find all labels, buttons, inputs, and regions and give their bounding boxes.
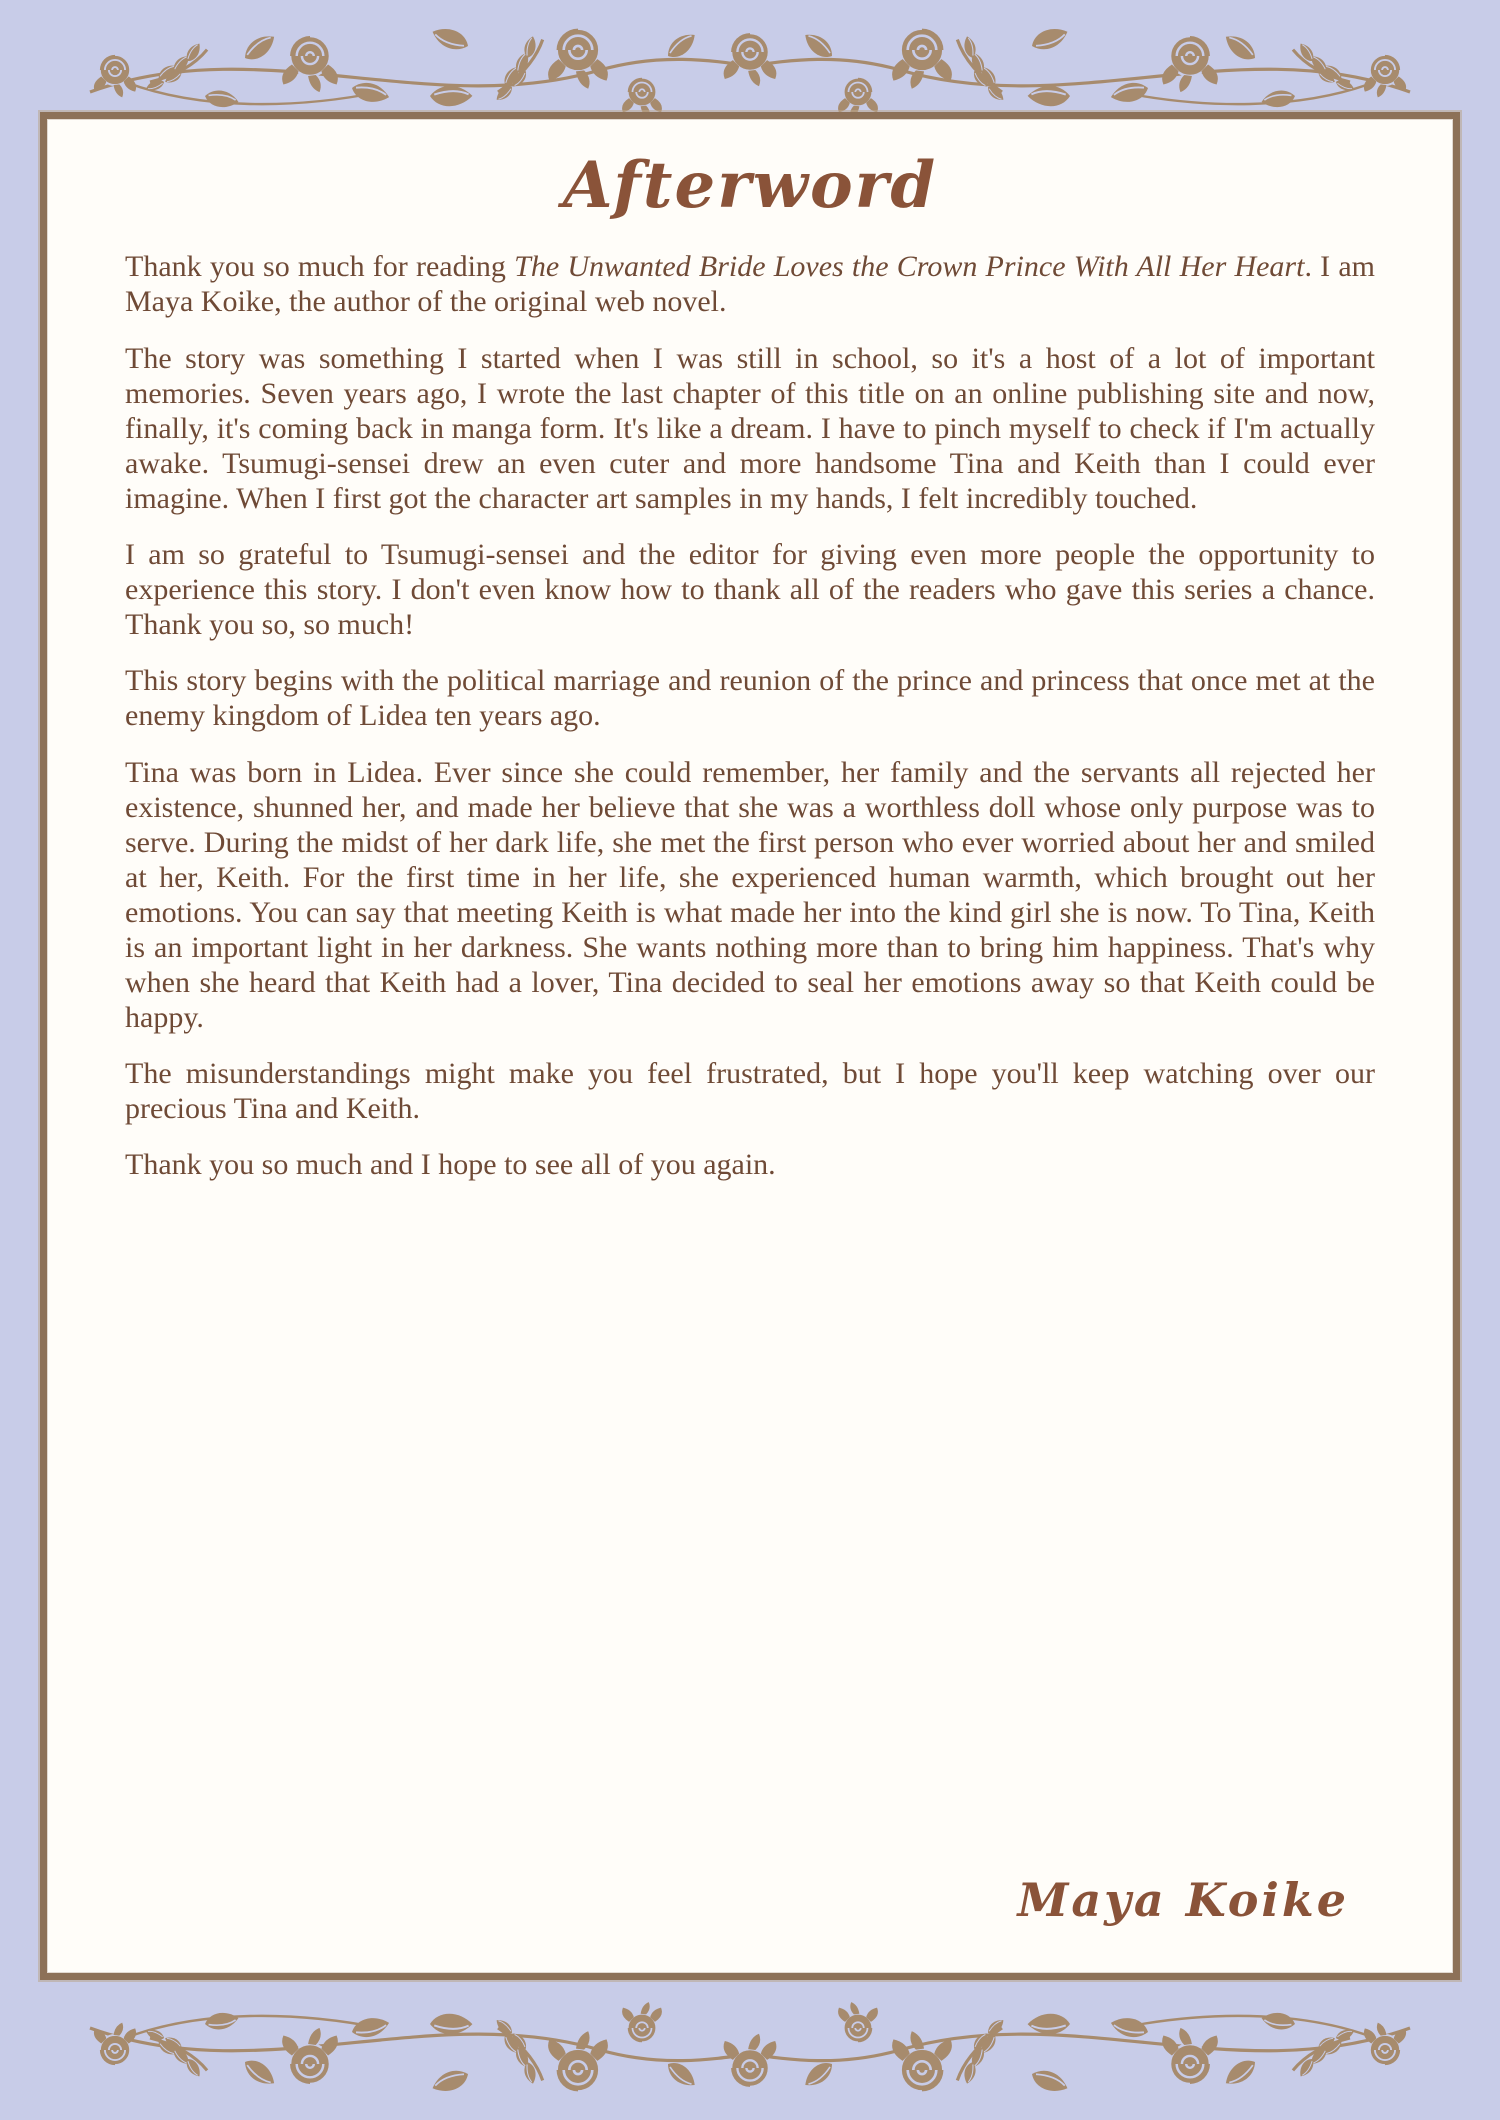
afterword-paragraph: [125, 663, 1375, 733]
afterword-paragraph: [125, 537, 1375, 642]
paragraph-text: The story was something I started when I was still in school, so it's a host of a lot of important memories. Seven years ago, I wrote the last chapter of this title on an online publishing site and now, finally, it's coming back in manga form. It's like a dream. I have to pinch myself to check if I'm actually awake. Tsumugi-sensei drew an even cuter and more handsome Tina and Keith than I could ever imagine. When I first got the character art samples in my hands, I felt incredibly touched.: [125, 341, 1375, 515]
afterword-body: [125, 249, 1375, 1203]
paragraph-text: This story begins with the political marriage and reunion of the prince and princess that once met at the enemy kingdom of Lidea ten years ago.: [125, 664, 1375, 733]
paragraph-text: Tina was born in Lidea. Ever since she could remember, her family and the servants all rejected her existence, shunned her, and made her believe that she was a worthless doll whose only purpose was to serve. During the midst of her dark life, she met the first person who ever worried about her and smiled at her, Keith. For the first time in her life, she experienced human warmth, which brought out her emotions. You can say that meeting Keith is what made her into the kind girl she is now. To Tina, Keith is an important light in her darkness. She wants nothing more than to bring him happiness. That's why when she heard that Keith had a lover, Tina decided to seal her emotions away so that Keith could be happy.: [125, 755, 1375, 1035]
page-frame: [40, 112, 1460, 1980]
afterword-paragraph: [125, 1147, 1375, 1182]
afterword-paragraph: [125, 755, 1375, 1036]
paragraph-text: The misunderstandings might make you feel frustrated, but I hope you'll keep watching over our precious Tina and Keith.: [125, 1057, 1375, 1126]
paragraph-text: I am so grateful to Tsumugi-sensei and the editor for giving even more people the opportunity to experience this story. I don't even know how to thank all of the readers who gave this series a chance. Thank you so, so much!: [125, 538, 1375, 642]
paragraph-text: . I am Maya Koike, the author of the original web novel.: [125, 250, 1376, 319]
paragraph-text: Thank you so much and I hope to see all of you again.: [125, 1148, 776, 1182]
author-signature: Maya Koike: [1017, 1873, 1349, 1927]
paragraph-text: Thank you so much for reading: [125, 250, 515, 284]
afterword-paragraph: [125, 1056, 1375, 1126]
afterword-paragraph: [125, 341, 1375, 516]
page-title: Afterword: [562, 148, 938, 223]
afterword-paragraph: [125, 249, 1375, 319]
book-title-text: The Unwanted Bride Loves the Crown Prince With All Her Heart: [514, 250, 1305, 284]
floral-ornament-bottom: [0, 1980, 1500, 2120]
